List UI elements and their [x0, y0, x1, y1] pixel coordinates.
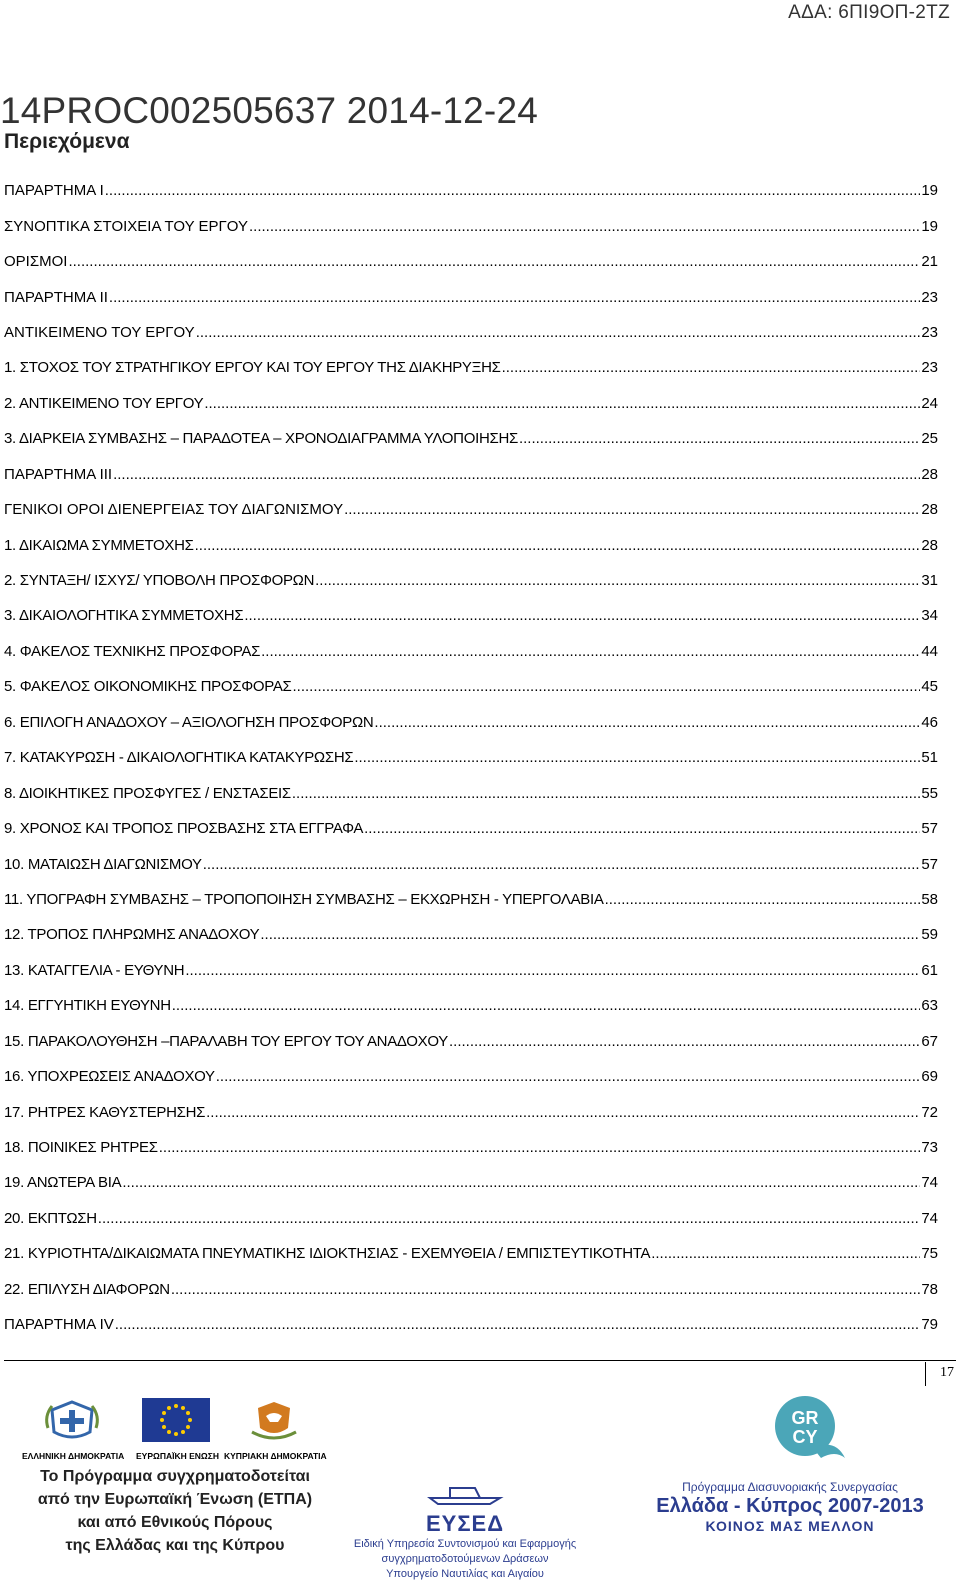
- toc-entry[interactable]: [4, 208, 938, 243]
- svg-text:GR: GR: [791, 1408, 819, 1428]
- toc-entry[interactable]: [4, 1130, 938, 1165]
- eysed-logo: [340, 1480, 590, 1582]
- toc-entry[interactable]: [4, 988, 938, 1023]
- toc-entry-label: 22. ΕΠΙΛΥΣΗ ΔΙΑΦΟΡΩΝ: [4, 1280, 170, 1298]
- toc-leader-dots: [651, 1245, 920, 1262]
- toc-entry-label: 9. ΧΡΟΝΟΣ ΚΑΙ ΤΡΟΠΟΣ ΠΡΟΣΒΑΣΗΣ ΣΤΑ ΕΓΓΡΑΦΑ: [4, 820, 364, 838]
- toc-entry-label: ΣΥΝΟΠΤΙΚΑ ΣΤΟΙΧΕΙΑ ΤΟΥ ΕΡΓΟΥ: [4, 217, 248, 235]
- footer-divider: [4, 1360, 956, 1361]
- toc-entry-page: 51: [921, 749, 938, 767]
- toc-entry-label: 15. ΠΑΡΑΚΟΛΟΥΘΗΣΗ –ΠΑΡΑΛΑΒΗ ΤΟΥ ΕΡΓΟΥ ΤΟΥ ΑΝΑΔΟΧΟΥ: [4, 1032, 448, 1050]
- toc-leader-dots: [216, 1068, 921, 1085]
- toc-entry[interactable]: [4, 846, 938, 881]
- toc-entry-label: 7. ΚΑΤΑΚΥΡΩΣΗ - ΔΙΚΑΙΟΛΟΓΗΤΙΚΑ ΚΑΤΑΚΥΡΩΣΗΣ: [4, 749, 354, 767]
- toc-entry-page: 34: [921, 607, 938, 625]
- toc-leader-dots: [364, 820, 920, 837]
- greece-emblem-icon: [40, 1398, 104, 1442]
- toc-entry[interactable]: [4, 1024, 938, 1059]
- toc-entry[interactable]: [4, 315, 938, 350]
- funding-statement: [30, 1465, 320, 1557]
- procurement-id: 14PROC002505637 2014-12-24: [0, 90, 538, 131]
- toc-entry-label: 11. ΥΠΟΓΡΑΦΗ ΣΥΜΒΑΣΗΣ – ΤΡΟΠΟΠΟΙΗΣΗ ΣΥΜΒΑΣΗΣ – ΕΚΧΩΡΗΣΗ - ΥΠΕΡΓΟΛΑΒΙΑ: [4, 890, 604, 908]
- table-of-contents: [4, 173, 938, 1342]
- toc-entry[interactable]: [4, 882, 938, 917]
- eu-logo: [136, 1398, 219, 1461]
- eysed-line-2: συγχρηματοδοτούμενων Δράσεων: [381, 1553, 549, 1565]
- eysed-line-3: Υπουργείο Ναυτιλίας και Αιγαίου: [386, 1568, 544, 1580]
- toc-entry[interactable]: [4, 1236, 938, 1271]
- toc-entry-page: 74: [921, 1174, 938, 1192]
- contents-title: Περιεχόμενα: [4, 130, 130, 153]
- toc-entry[interactable]: [4, 350, 938, 385]
- toc-entry[interactable]: [4, 917, 938, 952]
- toc-entry-label: 2. ΑΝΤΙΚΕΙΜΕΝΟ ΤΟΥ ΕΡΓΟΥ: [4, 394, 204, 412]
- toc-leader-dots: [109, 289, 920, 306]
- toc-entry-label: 5. ΦΑΚΕΛΟΣ ΟΙΚΟΝΟΜΙΚΗΣ ΠΡΟΣΦΟΡΑΣ: [4, 678, 292, 696]
- toc-entry-label: 1. ΣΤΟΧΟΣ ΤΟΥ ΣΤΡΑΤΗΓΙΚΟΥ ΕΡΓΟΥ ΚΑΙ ΤΟΥ ΕΡΓΟΥ ΤΗΣ ΔΙΑΚΗΡΥΞΗΣ: [4, 359, 501, 377]
- toc-entry-page: 28: [921, 536, 938, 554]
- toc-entry-page: 55: [921, 784, 938, 802]
- eysed-line-1: Ειδική Υπηρεσία Συντονισμού και Εφαρμογής: [353, 1538, 577, 1550]
- toc-leader-dots: [293, 678, 921, 695]
- toc-entry[interactable]: [4, 421, 938, 456]
- toc-entry[interactable]: [4, 775, 938, 810]
- toc-entry-page: 24: [921, 394, 938, 412]
- toc-entry[interactable]: [4, 386, 938, 421]
- toc-entry-page: 23: [921, 359, 938, 377]
- toc-entry-page: 79: [921, 1316, 938, 1334]
- toc-entry[interactable]: [4, 1272, 938, 1307]
- toc-entry-page: 59: [921, 926, 938, 944]
- funding-line-1: Το Πρόγραμμα συγχρηματοδοτείται: [40, 1468, 310, 1485]
- toc-entry-label: ΟΡΙΣΜΟΙ: [4, 253, 68, 271]
- funding-line-3: και από Εθνικούς Πόρους: [77, 1514, 273, 1531]
- toc-leader-dots: [159, 1139, 921, 1156]
- toc-entry-label: 1. ΔΙΚΑΙΩΜΑ ΣΥΜΜΕΤΟΧΗΣ: [4, 536, 194, 554]
- toc-entry-page: 74: [921, 1209, 938, 1227]
- toc-entry-page: 72: [921, 1103, 938, 1121]
- toc-leader-dots: [605, 891, 921, 908]
- toc-leader-dots: [171, 1281, 920, 1298]
- toc-entry[interactable]: [4, 953, 938, 988]
- funding-line-4: της Ελλάδας και της Κύπρου: [65, 1537, 285, 1554]
- toc-leader-dots: [203, 856, 921, 873]
- toc-leader-dots: [292, 785, 920, 802]
- toc-entry-page: 23: [921, 323, 938, 341]
- toc-entry[interactable]: [4, 173, 938, 208]
- toc-entry-label: ΠΑΡΑΡΤΗΜΑ IV: [4, 1316, 114, 1334]
- toc-entry-label: 14. ΕΓΓΥΗΤΙΚΗ ΕΥΘΥΝΗ: [4, 997, 171, 1015]
- toc-leader-dots: [244, 607, 920, 624]
- greece-caption: ΕΛΛΗΝΙΚΗ ΔΗΜΟΚΡΑΤΙΑ: [22, 1451, 125, 1461]
- toc-entry-label: 13. ΚΑΤΑΓΓΕΛΙΑ - ΕΥΘΥΝΗ: [4, 961, 185, 979]
- grcy-logo: [760, 1388, 860, 1483]
- toc-entry-label: 2. ΣΥΝΤΑΞΗ/ ΙΣΧΥΣ/ ΥΠΟΒΟΛΗ ΠΡΟΣΦΟΡΩΝ: [4, 572, 315, 590]
- toc-entry-label: 20. ΕΚΠΤΩΣΗ: [4, 1209, 97, 1227]
- toc-entry-page: 63: [921, 997, 938, 1015]
- toc-entry-page: 23: [921, 288, 938, 306]
- toc-entry-page: 61: [921, 961, 938, 979]
- toc-leader-dots: [261, 643, 920, 660]
- ship-icon: [420, 1480, 510, 1506]
- toc-entry[interactable]: [4, 1094, 938, 1129]
- interreg-line-2: Ελλάδα - Κύπρος 2007-2013: [656, 1495, 924, 1517]
- toc-entry-label: 8. ΔΙΟΙΚΗΤΙΚΕΣ ΠΡΟΣΦΥΓΕΣ / ΕΝΣΤΑΣΕΙΣ: [4, 784, 291, 802]
- toc-entry-page: 19: [921, 182, 938, 200]
- toc-leader-dots: [374, 714, 920, 731]
- toc-leader-dots: [249, 218, 920, 235]
- toc-entry-page: 19: [921, 217, 938, 235]
- toc-entry-page: 44: [921, 642, 938, 660]
- toc-entry[interactable]: [4, 598, 938, 633]
- toc-leader-dots: [185, 962, 920, 979]
- toc-entry[interactable]: [4, 563, 938, 598]
- grcy-dolphin-icon: [765, 1388, 855, 1478]
- toc-entry-label: 6. ΕΠΙΛΟΓΗ ΑΝΑΔΟΧΟΥ – ΑΞΙΟΛΟΓΗΣΗ ΠΡΟΣΦΟΡΩΝ: [4, 713, 374, 731]
- toc-entry-page: 28: [921, 465, 938, 483]
- toc-leader-dots: [113, 466, 920, 483]
- toc-entry[interactable]: [4, 1307, 938, 1342]
- toc-entry-page: 78: [921, 1280, 938, 1298]
- toc-entry-page: 67: [921, 1032, 938, 1050]
- toc-entry-label: 17. ΡΗΤΡΕΣ ΚΑΘΥΣΤΕΡΗΣΗΣ: [4, 1103, 206, 1121]
- eu-flag-icon: [142, 1398, 210, 1442]
- toc-entry-label: ΓΕΝΙΚΟΙ ΟΡΟΙ ΔΙΕΝΕΡΓΕΙΑΣ ΤΟΥ ΔΙΑΓΩΝΙΣΜΟΥ: [4, 501, 344, 519]
- toc-leader-dots: [502, 359, 921, 376]
- toc-entry-label: 21. ΚΥΡΙΟΤΗΤΑ/ΔΙΚΑΙΩΜΑΤΑ ΠΝΕΥΜΑΤΙΚΗΣ ΙΔΙΟΚΤΗΣΙΑΣ - ΕΧΕΜΥΘΕΙΑ / ΕΜΠΙΣΤΕΥΤΙΚΟΤΗΤΑ: [4, 1245, 651, 1263]
- toc-leader-dots: [105, 182, 921, 199]
- toc-entry-page: 73: [921, 1139, 938, 1157]
- toc-leader-dots: [196, 324, 921, 341]
- toc-entry[interactable]: [4, 492, 938, 527]
- cyprus-emblem-icon: [244, 1398, 304, 1442]
- page-number: 17: [940, 1365, 954, 1380]
- svg-text:CY: CY: [792, 1427, 818, 1447]
- toc-leader-dots: [354, 749, 920, 766]
- eysed-title: ΕΥΣΕΔ: [425, 1511, 505, 1536]
- toc-leader-dots: [122, 1174, 920, 1191]
- toc-entry-page: 21: [921, 253, 938, 271]
- greece-logo: [22, 1398, 125, 1461]
- toc-leader-dots: [315, 572, 920, 589]
- interreg-line-1: Πρόγραμμα Διασυνοριακής Συνεργασίας: [682, 1480, 898, 1494]
- interreg-line-3: ΚΟΙΝΟΣ ΜΑΣ ΜΕΛΛΟΝ: [705, 1518, 875, 1534]
- toc-entry-label: 12. ΤΡΟΠΟΣ ΠΛΗΡΩΜΗΣ ΑΝΑΔΟΧΟΥ: [4, 926, 260, 944]
- toc-entry-page: 28: [921, 501, 938, 519]
- toc-entry-label: 10. ΜΑΤΑΙΩΣΗ ΔΙΑΓΩΝΙΣΜΟΥ: [4, 855, 202, 873]
- toc-entry[interactable]: [4, 244, 938, 279]
- toc-entry[interactable]: [4, 669, 938, 704]
- toc-leader-dots: [172, 997, 921, 1014]
- toc-leader-dots: [195, 537, 921, 554]
- cyprus-logo: [224, 1398, 327, 1461]
- toc-leader-dots: [519, 430, 920, 447]
- toc-entry-page: 46: [921, 713, 938, 731]
- toc-entry-label: 3. ΔΙΑΡΚΕΙΑ ΣΥΜΒΑΣΗΣ – ΠΑΡΑΔΟΤΕΑ – ΧΡΟΝΟΔΙΑΓΡΑΜΜΑ ΥΛΟΠΟΙΗΣΗΣ: [4, 430, 518, 448]
- toc-leader-dots: [344, 501, 920, 518]
- toc-entry-label: 18. ΠΟΙΝΙΚΕΣ ΡΗΤΡΕΣ: [4, 1139, 158, 1157]
- toc-entry-page: 31: [921, 572, 938, 590]
- toc-entry[interactable]: [4, 811, 938, 846]
- toc-entry-label: 4. ΦΑΚΕΛΟΣ ΤΕΧΝΙΚΗΣ ΠΡΟΣΦΟΡΑΣ: [4, 642, 261, 660]
- eu-caption: ΕΥΡΩΠΑΪΚΗ ΕΝΩΣΗ: [136, 1451, 219, 1461]
- toc-entry[interactable]: [4, 1201, 938, 1236]
- toc-entry[interactable]: [4, 705, 938, 740]
- toc-entry-page: 25: [921, 430, 938, 448]
- toc-leader-dots: [68, 253, 920, 270]
- toc-entry[interactable]: [4, 740, 938, 775]
- toc-entry[interactable]: [4, 279, 938, 314]
- toc-entry-page: 57: [921, 855, 938, 873]
- toc-entry-label: 19. ΑΝΩΤΕΡΑ ΒΙΑ: [4, 1174, 122, 1192]
- toc-leader-dots: [449, 1033, 920, 1050]
- page-number-box: [925, 1362, 956, 1386]
- toc-leader-dots: [206, 1104, 920, 1121]
- toc-entry-label: ΠΑΡΑΡΤΗΜΑ ΙΙΙ: [4, 465, 113, 483]
- toc-entry-label: ΠΑΡΑΡΤΗΜΑ ΙΙ: [4, 288, 108, 306]
- toc-entry-label: 3. ΔΙΚΑΙΟΛΟΓΗΤΙΚΑ ΣΥΜΜΕΤΟΧΗΣ: [4, 607, 244, 625]
- toc-entry[interactable]: [4, 457, 938, 492]
- cyprus-caption: ΚΥΠΡΙΑΚΗ ΔΗΜΟΚΡΑΤΙΑ: [224, 1451, 327, 1461]
- toc-entry-label: ΠΑΡΑΡΤΗΜΑ Ι: [4, 182, 104, 200]
- toc-entry-page: 58: [921, 890, 938, 908]
- toc-leader-dots: [204, 395, 920, 412]
- interreg-logo: [640, 1480, 940, 1534]
- toc-entry[interactable]: [4, 1165, 938, 1200]
- toc-entry-page: 69: [921, 1068, 938, 1086]
- toc-entry[interactable]: [4, 634, 938, 669]
- toc-leader-dots: [115, 1316, 921, 1333]
- toc-entry-label: 16. ΥΠΟΧΡΕΩΣΕΙΣ ΑΝΑΔΟΧΟΥ: [4, 1068, 215, 1086]
- toc-entry-label: ΑΝΤΙΚΕΙΜΕΝΟ ΤΟΥ ΕΡΓΟΥ: [4, 323, 195, 341]
- ada-code: ΑΔΑ: 6ΠΙ9ΟΠ-2ΤΖ: [788, 2, 950, 23]
- toc-entry-page: 45: [921, 678, 938, 696]
- toc-entry-page: 57: [921, 820, 938, 838]
- toc-entry[interactable]: [4, 1059, 938, 1094]
- toc-leader-dots: [260, 926, 920, 943]
- toc-entry-page: 75: [921, 1245, 938, 1263]
- toc-leader-dots: [98, 1210, 921, 1227]
- toc-entry[interactable]: [4, 527, 938, 562]
- funding-line-2: από την Ευρωπαϊκή Ένωση (ΕΤΠΑ): [37, 1491, 313, 1508]
